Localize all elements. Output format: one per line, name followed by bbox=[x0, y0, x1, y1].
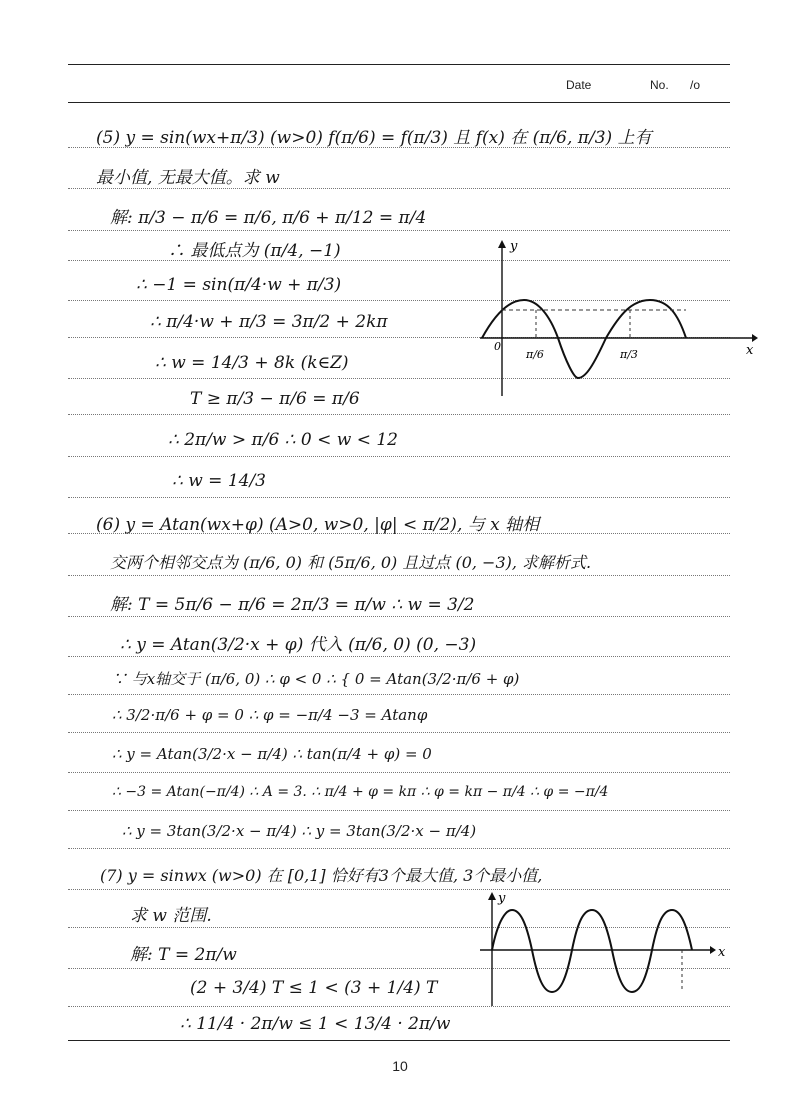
ruled-line bbox=[68, 772, 730, 773]
solution-7-line: ∴ 11/4 · 2π/w ≤ 1 < 13/4 · 2π/w bbox=[180, 1014, 451, 1034]
graph2-y-label: y bbox=[498, 891, 506, 906]
ruled-line bbox=[68, 656, 730, 657]
ruled-line bbox=[68, 497, 730, 498]
problem-6-statement-cont: 交两个相邻交点为 (π/6, 0) 和 (5π/6, 0) 且过点 (0, −3), 求解析式. bbox=[110, 553, 592, 572]
solution-6-line: ∵ 与x轴交于 (π/6, 0) ∴ φ < 0 ∴ { 0 = Atan(3/2·π/6 + φ) bbox=[112, 670, 520, 688]
page-number: 10 bbox=[392, 1058, 408, 1074]
sine-graph-problem-5 bbox=[480, 238, 758, 398]
date-label: Date bbox=[566, 78, 592, 92]
header-top-rule bbox=[68, 64, 730, 65]
solution-5-line: ∴ w = 14/3 + 8k (k∈Z) bbox=[155, 353, 349, 373]
solution-6-line: ∴ 3/2·π/6 + φ = 0 ∴ φ = −π/4 −3 = Atanφ bbox=[112, 706, 428, 724]
graph2-x-arrow bbox=[710, 946, 716, 954]
graph2-y-arrow bbox=[488, 892, 496, 900]
graph1-sine-curve bbox=[482, 300, 686, 378]
graph1-origin-label: 0 bbox=[494, 340, 501, 353]
graph1-tick1-label: π/6 bbox=[526, 348, 544, 361]
graph2-sine-curve bbox=[492, 910, 692, 992]
solution-7-line: 解: T = 2π/w bbox=[130, 945, 237, 965]
ruled-line bbox=[68, 810, 730, 811]
solution-7-line: (2 + 3/4) T ≤ 1 < (3 + 1/4) T bbox=[190, 978, 438, 998]
ruled-line bbox=[68, 848, 730, 849]
solution-6-line: ∴ y = Atan(3/2·x + φ) 代入 (π/6, 0) (0, −3) bbox=[120, 635, 477, 655]
graph1-tick2-label: π/3 bbox=[620, 348, 638, 361]
solution-5-line: ∴ −1 = sin(π/4·w + π/3) bbox=[136, 275, 342, 295]
bottom-rule bbox=[68, 1040, 730, 1041]
ruled-line bbox=[68, 230, 730, 231]
solution-6-line: 解: T = 5π/6 − π/6 = 2π/3 = π/w ∴ w = 3/2 bbox=[110, 595, 475, 615]
ruled-line bbox=[68, 732, 730, 733]
ruled-line bbox=[68, 188, 730, 189]
solution-5-line: 解: π/3 − π/6 = π/6, π/6 + π/12 = π/4 bbox=[110, 208, 427, 228]
number-label: No. bbox=[650, 78, 669, 92]
solution-6-line: ∴ −3 = Atan(−π/4) ∴ A = 3. ∴ π/4 + φ = kπ ∴ φ = kπ − π/4 ∴ φ = −π/4 bbox=[112, 784, 609, 800]
ruled-line bbox=[68, 616, 730, 617]
ruled-line bbox=[68, 694, 730, 695]
graph1-x-label: x bbox=[746, 343, 754, 358]
solution-5-line: ∴ π/4·w + π/3 = 3π/2 + 2kπ bbox=[150, 312, 388, 332]
problem-6-statement: (6) y = Atan(wx+φ) (A>0, w>0, |φ| < π/2), 与 x 轴相 bbox=[96, 515, 540, 535]
problem-5-statement-cont: 最小值, 无最大值。求 w bbox=[96, 168, 280, 188]
header-bottom-rule bbox=[68, 102, 730, 103]
number-value: /o bbox=[690, 78, 701, 92]
problem-7-statement-cont: 求 w 范围. bbox=[130, 906, 212, 926]
problem-5-statement: (5) y = sin(wx+π/3) (w>0) f(π/6) = f(π/3) 且 f(x) 在 (π/6, π/3) 上有 bbox=[96, 128, 652, 148]
graph2-x-label: x bbox=[718, 945, 726, 960]
sine-graph-problem-7 bbox=[480, 888, 730, 1008]
solution-5-line: T ≥ π/3 − π/6 = π/6 bbox=[190, 389, 360, 409]
ruled-line bbox=[68, 414, 730, 415]
graph1-y-arrow bbox=[498, 240, 506, 248]
solution-6-line: ∴ y = 3tan(3/2·x − π/4) ∴ y = 3tan(3/2·x − π/4) bbox=[122, 822, 477, 840]
ruled-line bbox=[68, 456, 730, 457]
solution-5-line: ∴ 最低点为 (π/4, −1) bbox=[168, 241, 341, 261]
graph1-x-arrow bbox=[752, 334, 758, 342]
solution-6-line: ∴ y = Atan(3/2·x − π/4) ∴ tan(π/4 + φ) = 0 bbox=[112, 745, 432, 763]
graph1-y-label: y bbox=[510, 239, 518, 254]
ruled-line bbox=[68, 575, 730, 576]
solution-5-line: ∴ w = 14/3 bbox=[172, 471, 266, 491]
problem-7-statement: (7) y = sinwx (w>0) 在 [0,1] 恰好有3个最大值, 3个最小值, bbox=[100, 866, 543, 885]
solution-5-line: ∴ 2π/w > π/6 ∴ 0 < w < 12 bbox=[168, 430, 398, 450]
